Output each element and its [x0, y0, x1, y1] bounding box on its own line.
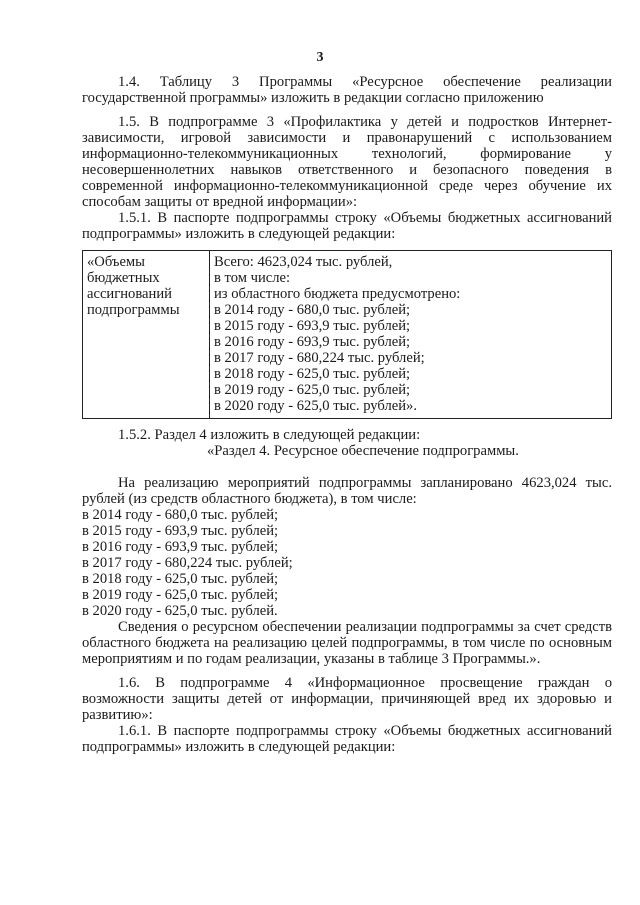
value-line: в 2014 году - 680,0 тыс. рублей;	[214, 302, 411, 318]
paragraph-funding: На реализацию мероприятий подпрограммы запланировано 4623,024 тыс. рублей (из средств областного бюджета), в том числе:	[82, 475, 612, 507]
value-line: в 2019 году - 625,0 тыс. рублей;	[214, 382, 411, 398]
value-line: в том числе:	[214, 270, 291, 286]
label-line: «Объемы	[87, 254, 145, 270]
label-line: ассигнований	[87, 286, 172, 302]
value-line: в 2017 году - 680,224 тыс. рублей;	[214, 350, 425, 366]
value-line: из областного бюджета предусмотрено:	[214, 286, 461, 302]
paragraph-1-5: 1.5. В подпрограмме 3 «Профилактика у детей и подростков Интернет-зависимости, игровой зависимости и правонарушений с использованием информационно-телекоммуникационных технологий, формирование у несовершеннолетних навыков ответственного и безопасного поведения в современной информационно-телекоммуникационной среде через обучение их способам защиты от вредной информации»:	[82, 114, 612, 210]
paragraph-info: Сведения о ресурсном обеспечении реализации подпрограммы за счет средств областного бюджета на реализацию целей подпрограммы, в том числе по основным мероприятиям и по годам реализации, указаны в таблице 3 Программы.».	[82, 619, 612, 667]
paragraph-1-6-1: 1.6.1. В паспорте подпрограммы строку «Объемы бюджетных ассигнований подпрограммы» изложить в следующей редакции:	[82, 723, 612, 755]
value-line: в 2020 году - 625,0 тыс. рублей».	[214, 398, 417, 414]
paragraph-1-5-2: 1.5.2. Раздел 4 изложить в следующей редакции:	[118, 427, 421, 443]
budget-table-1-label	[83, 251, 210, 419]
list-item: в 2020 году - 625,0 тыс. рублей.	[82, 603, 278, 619]
value-line: в 2016 году - 693,9 тыс. рублей;	[214, 334, 411, 350]
list-item: в 2018 году - 625,0 тыс. рублей;	[82, 571, 279, 587]
page-number: 3	[316, 50, 324, 65]
budget-table-1	[82, 250, 612, 419]
list-item: в 2015 году - 693,9 тыс. рублей;	[82, 523, 279, 539]
document-body	[82, 74, 612, 755]
section-title: «Раздел 4. Ресурсное обеспечение подпрограммы.	[207, 443, 519, 459]
paragraph-1-5-1: 1.5.1. В паспорте подпрограммы строку «Объемы бюджетных ассигнований подпрограммы» изложить в следующей редакции:	[82, 210, 612, 242]
label-line: подпрограммы	[87, 302, 180, 318]
list-item: в 2016 году - 693,9 тыс. рублей;	[82, 539, 279, 555]
value-line: в 2018 году - 625,0 тыс. рублей;	[214, 366, 411, 382]
list-item: в 2014 году - 680,0 тыс. рублей;	[82, 507, 279, 523]
paragraph-1-6: 1.6. В подпрограмме 4 «Информационное просвещение граждан о возможности защиты детей от информации, причиняющей вред их здоровью и развитию»:	[82, 675, 612, 723]
budget-table-1-values	[210, 251, 612, 419]
list-item: в 2017 году - 680,224 тыс. рублей;	[82, 555, 293, 571]
label-line: бюджетных	[87, 270, 160, 286]
list-item: в 2019 году - 625,0 тыс. рублей;	[82, 587, 279, 603]
value-line: в 2015 году - 693,9 тыс. рублей;	[214, 318, 411, 334]
years-list	[82, 507, 612, 619]
paragraph-1-4: 1.4. Таблицу 3 Программы «Ресурсное обеспечение реализации государственной программы» изложить в редакции согласно приложению	[82, 74, 612, 106]
value-line: Всего: 4623,024 тыс. рублей,	[214, 254, 393, 270]
